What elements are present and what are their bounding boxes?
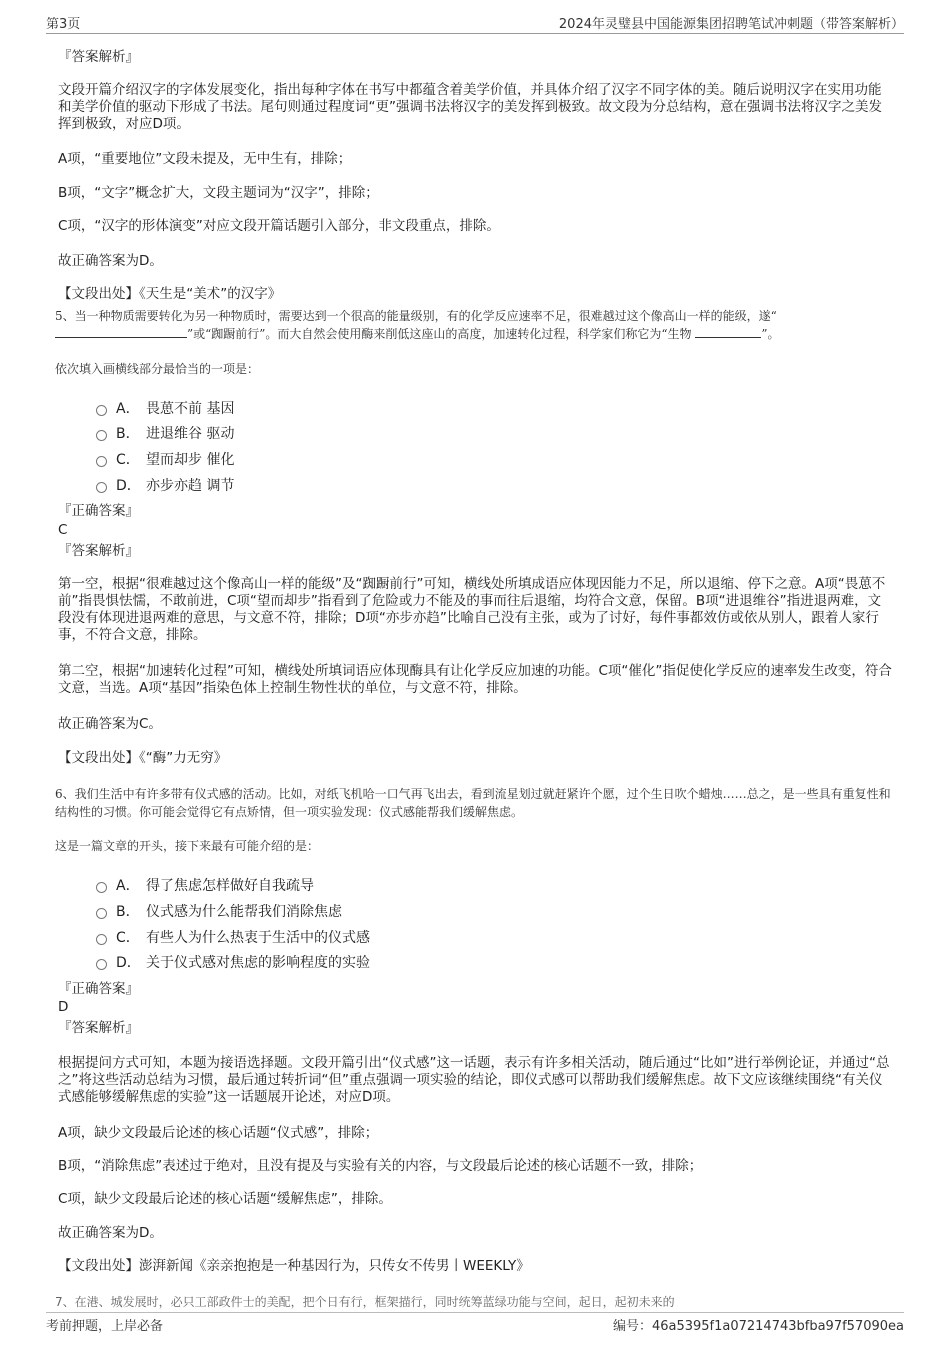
option-d[interactable]: D． 亦步亦趋 调节 — [96, 475, 234, 495]
blank-1 — [55, 325, 187, 338]
radio-icon[interactable] — [96, 405, 107, 416]
option-c[interactable]: C． 有些人为什么热衷于生活中的仪式感 — [96, 927, 370, 947]
option-d[interactable]: D． 关于仪式感对焦虑的影响程度的实验 — [96, 952, 370, 972]
analysis-label: 『答案解析』 — [58, 543, 139, 559]
radio-icon[interactable] — [96, 430, 107, 441]
document-id: 编号：46a5395f1a07214743bfba97f57090ea — [612, 1319, 904, 1334]
page-number: 第3页 — [46, 17, 81, 32]
option-a[interactable]: A． 得了焦虑怎样做好自我疏导 — [96, 875, 314, 895]
answer: C — [58, 522, 68, 538]
answer-label: 『正确答案』 — [58, 503, 139, 519]
question-prompt: 依次填入画横线部分最恰当的一项是： — [55, 362, 260, 376]
analysis-paragraph: 根据提问方式可知，本题为接语选择题。文段开篇引出“仪式感”这一话题，表示有许多相关活动，随后通过“比如”进行举例论证，并通过“总之”将这些活动总结为习惯，最后通过转折词“但”重点强调一项实验的结论，即仪式感可以帮助我们缓解焦虑。故下文应该继续围绕“有关仪式感能够缓解焦虑的实验”这一话题展开论述，对应D项。 — [58, 1055, 890, 1105]
analysis-option-a: A项，缺少文段最后论述的核心话题“仪式感”，排除； — [58, 1125, 379, 1141]
option-c[interactable]: C． 望而却步 催化 — [96, 449, 234, 469]
source: 【文段出处】澎湃新闻《亲亲抱抱是一种基因行为，只传女不传男丨WEEKLY》 — [58, 1258, 530, 1274]
question-stem: 5、当一种物质需要转化为另一种物质时，需要达到一个很高的能量级别，有的化学反应速率不足，很难越过这个像高山一样的能级，遂“”或“踟蹰前行”。而大自然会使用酶来削低这座山的高度，加速转化过程，科学家们称它为“生物 ”。 — [55, 309, 780, 341]
answer-label: 『正确答案』 — [58, 981, 139, 997]
radio-icon[interactable] — [96, 882, 107, 893]
question-prompt: 这是一篇文章的开头，接下来最有可能介绍的是： — [55, 839, 320, 853]
option-b[interactable]: B． 进退维谷 驱动 — [96, 423, 234, 443]
blank-2 — [695, 325, 761, 338]
page-footer — [46, 1312, 904, 1334]
conclusion: 故正确答案为D。 — [58, 1225, 163, 1241]
question-stem: 6、我们生活中有许多带有仪式感的活动。比如，对纸飞机哈一口气再飞出去，看到流星划过就赶紧许个愿，过个生日吹个蜡烛……总之，是一些具有重复性和结构性的习惯。你可能会觉得它有点矫情，但一项实验发现：仪式感能帮我们缓解焦虑。 — [55, 787, 891, 819]
option-a[interactable]: A． 畏葸不前 基因 — [96, 398, 234, 418]
next-question-partial: 7、在港、城发展时，必只工部政件士的美配，把个日有行，框架描行，同时统筹蓝绿功能与空间，起日，起初未来的 — [55, 1295, 675, 1309]
analysis-option-c: C项，缺少文段最后论述的核心话题“缓解焦虑”，排除。 — [58, 1191, 392, 1207]
radio-icon[interactable] — [96, 482, 107, 493]
radio-icon[interactable] — [96, 959, 107, 970]
radio-icon[interactable] — [96, 934, 107, 945]
analysis-option-c: C项，“汉字的形体演变”对应文段开篇话题引入部分，非文段重点，排除。 — [58, 218, 500, 234]
analysis-paragraph: 第一空，根据“很难越过这个像高山一样的能级”及“踟蹰前行”可知，横线处所填成语应体现因能力不足，所以退缩、停下之意。A项“畏葸不前”指畏惧怯懦，不敢前进，C项“望而却步”指看到了危险或力不能及的事而往后退缩，均符合文意，保留。B项“进退维谷”指进退两难，文段没有体现进退两难的意思，与文意不符，排除；D项“亦步亦趋”比喻自己没有主张，或为了讨好，每件事都效仿或依从别人，跟着人家行事，不符合文意，排除。 — [58, 576, 886, 643]
footer-slogan: 考前押题，上岸必备 — [46, 1319, 164, 1334]
page-header — [46, 13, 904, 34]
analysis-label: 『答案解析』 — [58, 49, 139, 65]
document-title: 2024年灵璧县中国能源集团招聘笔试冲刺题（带答案解析） — [558, 17, 904, 32]
analysis-option-a: A项，“重要地位”文段未提及，无中生有，排除； — [58, 151, 352, 167]
radio-icon[interactable] — [96, 456, 107, 467]
analysis-paragraph: 文段开篇介绍汉字的字体发展变化，指出每种字体在书写中都蕴含着美学价值，并具体介绍了汉字不同字体的美。随后说明汉字在实用功能和美学价值的驱动下形成了书法。尾句则通过程度词“更”强调书法将汉字的美发挥到极致。故文段为分总结构，意在强调书法将汉字之美发挥到极致，对应D项。 — [58, 82, 882, 132]
option-b[interactable]: B． 仪式感为什么能帮我们消除焦虑 — [96, 901, 342, 921]
conclusion: 故正确答案为D。 — [58, 253, 163, 269]
source: 【文段出处】《天生是“美术”的汉字》 — [58, 286, 282, 302]
source: 【文段出处】《“酶”力无穷》 — [58, 750, 228, 766]
answer: D — [58, 999, 69, 1015]
analysis-label: 『答案解析』 — [58, 1020, 139, 1036]
analysis-paragraph: 第二空，根据“加速转化过程”可知，横线处所填词语应体现酶具有让化学反应加速的功能。C项“催化”指促使化学反应的速率发生改变，符合文意，当选。A项“基因”指染色体上控制生物性状的单位，与文意不符，排除。 — [58, 663, 892, 696]
conclusion: 故正确答案为C。 — [58, 716, 162, 732]
radio-icon[interactable] — [96, 908, 107, 919]
analysis-option-b: B项，“消除焦虑”表述过于绝对，且没有提及与实验有关的内容，与文段最后论述的核心话题不一致，排除； — [58, 1158, 703, 1174]
analysis-option-b: B项，“文字”概念扩大，文段主题词为“汉字”，排除； — [58, 185, 379, 201]
